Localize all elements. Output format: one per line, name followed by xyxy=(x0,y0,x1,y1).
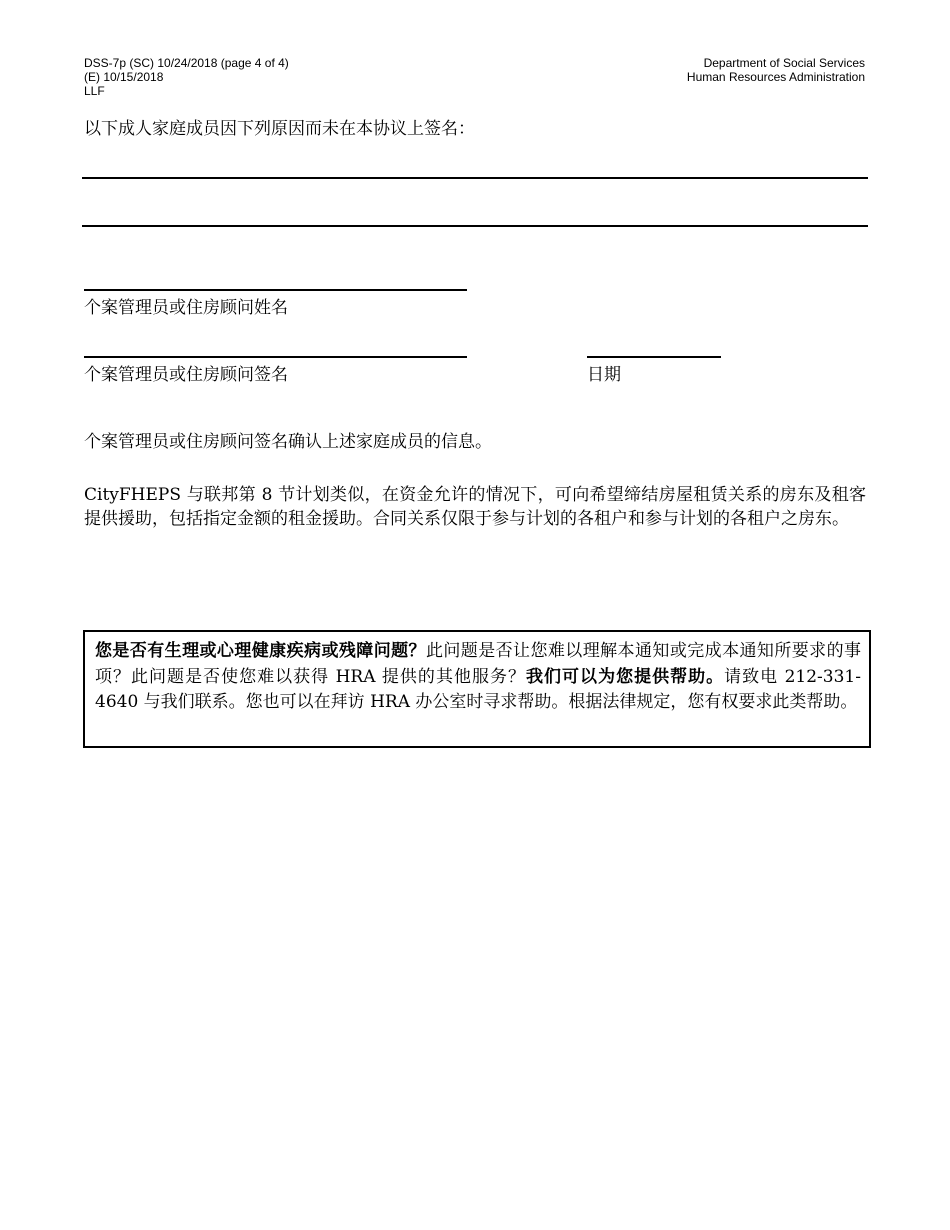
name-label: 个案管理员或住房顾问姓名 xyxy=(84,298,288,318)
department-name: Department of Social Services xyxy=(703,56,865,70)
help-question: 您是否有生理或心理健康疾病或残障问题？ xyxy=(95,641,426,660)
help-box xyxy=(83,630,871,748)
reason-line-1[interactable] xyxy=(82,177,868,179)
name-line[interactable] xyxy=(84,289,467,291)
administration-name: Human Resources Administration xyxy=(686,70,865,84)
english-date: (E) 10/15/2018 xyxy=(84,70,164,84)
form-id-block xyxy=(84,56,289,98)
help-text-1: 此问题是否让您难以理解本通知或完成本通知所要求的事项？此问题是否使您难以获得 HRA 提供的其他服务？ xyxy=(95,641,861,687)
form-code: LLF xyxy=(84,84,105,98)
unsigned-members-intro: 以下成人家庭成员因下列原因而未在本协议上签名： xyxy=(84,119,475,139)
signature-line[interactable] xyxy=(84,356,467,358)
confirmation-text: 个案管理员或住房顾问签名确认上述家庭成员的信息。 xyxy=(84,432,492,452)
form-id: DSS-7p (SC) 10/24/2018 (page 4 of 4) xyxy=(84,56,289,70)
date-line[interactable] xyxy=(587,356,721,358)
help-text-2: 请致电 212-331-4640 与我们联系。您也可以在拜访 HRA 办公室时寻求帮助。根据法律规定，您有权要求此类帮助。 xyxy=(95,667,861,712)
agency-block xyxy=(687,56,865,84)
signature-label: 个案管理员或住房顾问签名 xyxy=(84,365,288,385)
reason-line-2[interactable] xyxy=(82,225,868,227)
cityfheps-paragraph: CityFHEPS 与联邦第 8 节计划类似，在资金允许的情况下，可向希望缔结房屋租赁关系的房东及租客提供援助，包括指定金额的租金援助。合同关系仅限于参与计划的各租户和参与计划的各租户之房东。 xyxy=(84,485,866,529)
date-label: 日期 xyxy=(587,365,621,385)
help-offer: 我们可以为您提供帮助。 xyxy=(526,667,725,686)
